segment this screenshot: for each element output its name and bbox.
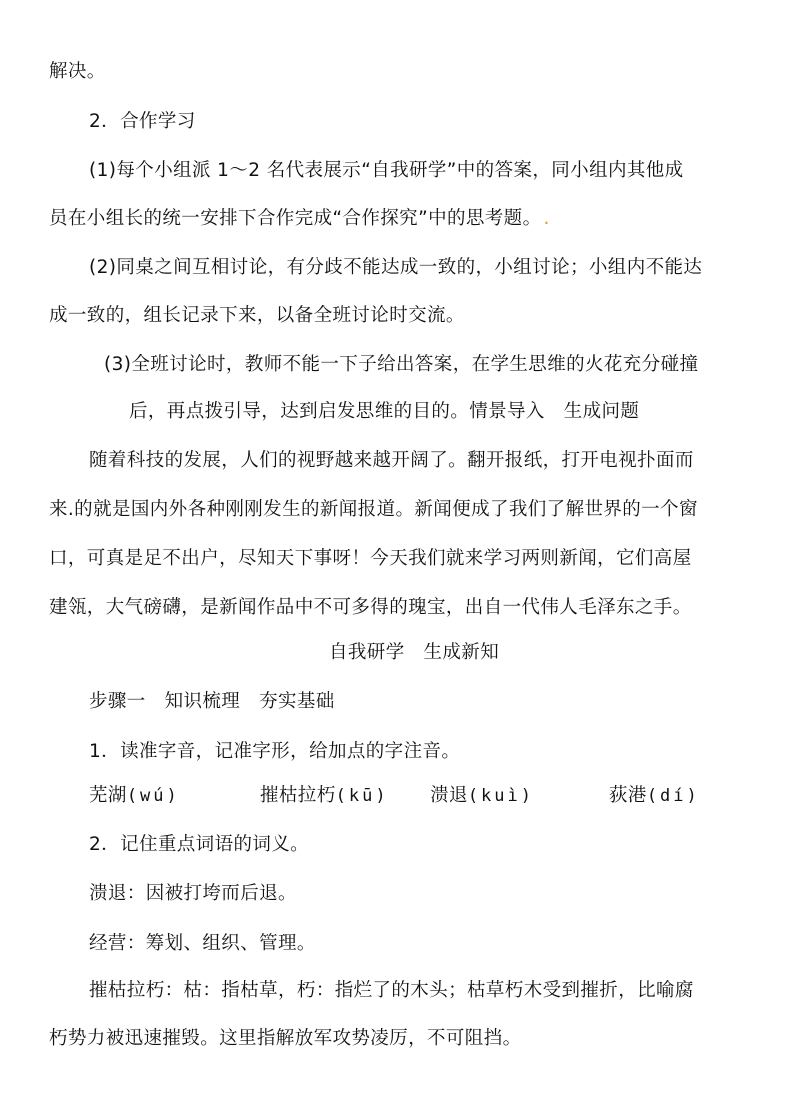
pinyin: (dí) [646, 786, 700, 806]
text-span: 员在小组长的统一安排下合作完成“合作探究”中的思考题。 [49, 208, 542, 229]
text-line: 来.的就是国内外各种刚刚发生的新闻报道。新闻便成了我们了解世界的一个窗 [49, 499, 698, 520]
word: 芜湖 [89, 785, 127, 806]
text-line: 1．读准字音，记准字形，给加点的字注音。 [89, 741, 461, 762]
stray-mark: . [543, 208, 550, 229]
text-line: 成一致的，组长记录下来，以备全班讨论时交流。 [49, 305, 465, 326]
text-line: 2．记住重点词语的词义。 [89, 834, 310, 855]
pinyin: (kū) [335, 786, 389, 806]
pinyin: (wú) [126, 786, 180, 806]
text-line: (1)每个小组派 1～2 名代表展示“自我研学”中的答案，同小组内其他成 [89, 160, 684, 181]
text-line: 后，再点拨引导，达到启发思维的目的。情景导入 生成问题 [129, 401, 640, 422]
text-line: (2)同桌之间互相讨论，有分歧不能达成一致的，小组讨论；小组内不能达 [89, 257, 703, 278]
text-line: 朽势力被迅速摧毁。这里指解放军攻势凌厉，不可阻挡。 [49, 1028, 522, 1049]
text-line: 溃退：因被打垮而后退。 [89, 883, 297, 904]
step-heading: 步骤一 知识梳理 夯实基础 [89, 691, 335, 712]
text-line [49, 207, 550, 231]
section-heading-self-study: 自我研学 生成新知 [329, 642, 500, 663]
text-line: 随着科技的发展，人们的视野越来越开阔了。翻开报纸，打开电视扑面而 [89, 450, 694, 471]
pinyin-item [609, 784, 700, 808]
word: 摧枯拉朽 [260, 785, 336, 806]
text-line: 经营：筹划、组织、管理。 [89, 933, 316, 954]
text-line: 建瓴，大气磅礴，是新闻作品中不可多得的瑰宝，出自一代伟人毛泽东之手。 [49, 597, 692, 618]
text-line: (3)全班讨论时，教师不能一下子给出答案，在学生思维的火花充分碰撞 [104, 354, 699, 375]
text-line: 摧枯拉朽：枯：指枯草，朽：指烂了的木头；枯草朽木受到摧折，比喻腐 [89, 980, 694, 1001]
text-line: 解决。 [49, 61, 106, 82]
pinyin-item [430, 784, 534, 808]
text-line: 口，可真是足不出户，尽知天下事呀！今天我们就来学习两则新闻，它们高屋 [49, 548, 692, 569]
word: 溃退 [430, 785, 468, 806]
section-heading-cooperative-learning: 2．合作学习 [89, 111, 196, 132]
pinyin-item [260, 784, 389, 808]
pinyin: (kuì) [467, 786, 534, 806]
word: 荻港 [609, 785, 647, 806]
pinyin-item [89, 784, 180, 808]
